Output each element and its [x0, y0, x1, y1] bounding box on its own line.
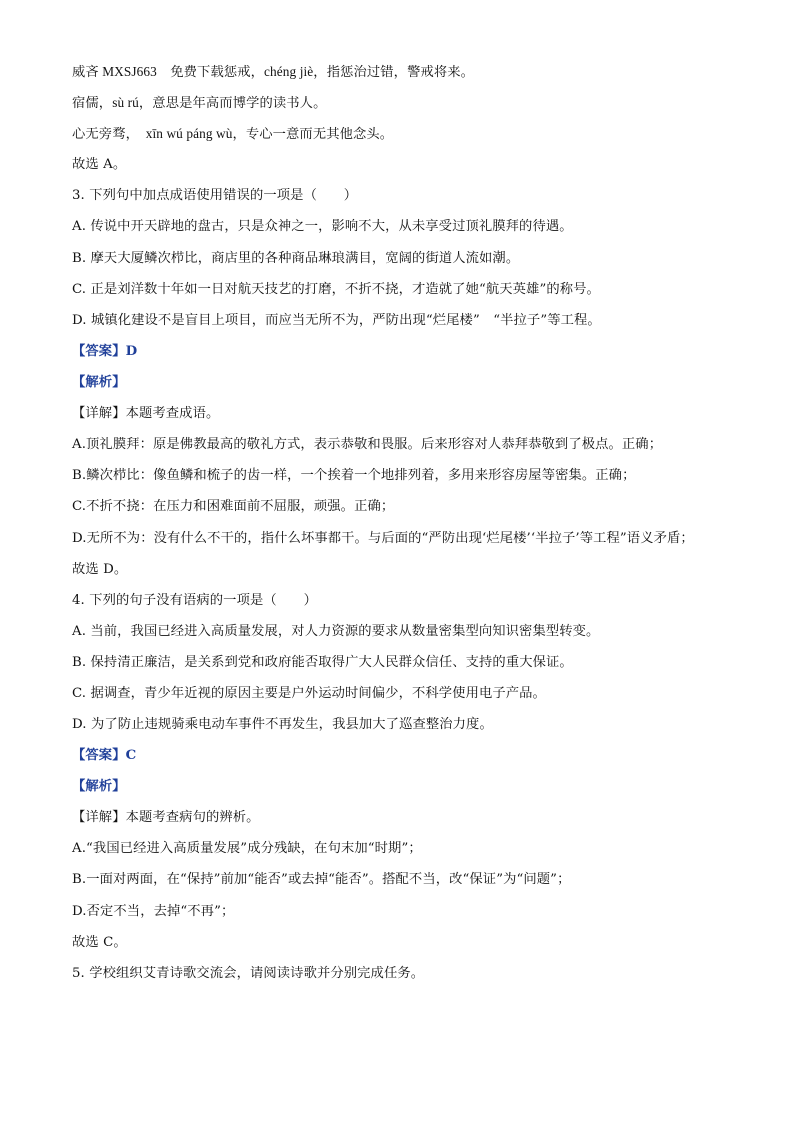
- question-4-choice: 故选 C。: [72, 934, 127, 950]
- question-5-stem: 5. 学校组织艾青诗歌交流会，请阅读诗歌并分别完成任务。: [72, 965, 425, 981]
- question-3-explain-c: C.不折不挠：在压力和困难面前不屈服，顽强。正确；: [72, 499, 395, 515]
- question-3-option-a: A. 传说中开天辟地的盘古，只是众神之一，影响不大，从未享受过顶礼膜拜的待遇。: [72, 219, 573, 235]
- q2-choice: 故选 A。: [72, 157, 127, 173]
- question-4-option-d: D. 为了防止违规骑乘电动车事件不再发生，我县加大了巡查整治力度。: [72, 716, 493, 732]
- question-4-detail-heading: 【详解】本题考查病句的辨析。: [72, 810, 260, 826]
- question-3-option-b: B. 摩天大厦鳞次栉比，商店里的各种商品琳琅满目，宽阔的街道人流如潮。: [72, 250, 520, 266]
- question-3-explain-a: A.顶礼膜拜：原是佛教最高的敬礼方式，表示恭敬和畏服。后来形容对人恭拜恭敬到了极点。正确；: [72, 437, 663, 453]
- question-3-detail-heading: 【详解】本题考查成语。: [72, 406, 220, 422]
- question-4-analysis-heading: 【解析】: [72, 779, 126, 795]
- question-3-explain-d: D.无所不为：没有什么不干的，指什么坏事都干。与后面的“严防出现‘烂尾楼’‘半拉子’等工程”语义矛盾；: [72, 530, 694, 546]
- question-3-explain-b: B.鳞次栉比：像鱼鳞和梳子的齿一样，一个挨着一个地排列着，多用来形容房屋等密集。正确；: [72, 468, 636, 484]
- question-4-explain-d: D.否定不当，去掉“不再”；: [72, 903, 235, 919]
- document-body: [72, 62, 722, 995]
- vocab-line-xinwupangwu: 心无旁骛， xīn wú páng wù，专心一意而无其他念头。: [72, 126, 394, 142]
- question-3-choice: 故选 D。: [72, 561, 128, 577]
- question-4-answer: 【答案】C: [72, 748, 137, 764]
- question-4-explain-b: B.一面对两面，在“保持”前加“能否”或去掉“能否”。搭配不当，改“保证”为“问题”；: [72, 872, 571, 888]
- question-4-explain-a: A.“我国已经进入高质量发展”成分残缺，在句末加“时期”；: [72, 841, 422, 857]
- question-3-option-c: C. 正是刘洋数十年如一日对航天技艺的打磨，不折不挠，才造就了她“航天英雄”的称号。: [72, 281, 600, 297]
- question-3-option-d: D. 城镇化建设不是盲目上项目，而应当无所不为，严防出现“烂尾楼” “半拉子”等工程。: [72, 312, 601, 328]
- vocab-line-chengjie: 威吝 MXSJ663 免费下载惩戒，chéng jiè，指惩治过错，警戒将来。: [72, 64, 475, 79]
- question-4-option-c: C. 据调查，青少年近视的原因主要是户外运动时间偏少，不科学使用电子产品。: [72, 685, 546, 701]
- question-3-stem: 3. 下列句中加点成语使用错误的一项是（ ）: [72, 188, 358, 204]
- question-3-answer: 【答案】D: [72, 343, 138, 359]
- question-4-option-a: A. 当前，我国已经进入高质量发展，对人力资源的要求从数量密集型向知识密集型转变。: [72, 623, 600, 639]
- vocab-line-suru: 宿儒，sù rú，意思是年高而博学的读书人。: [72, 95, 327, 111]
- question-3-analysis-heading: 【解析】: [72, 374, 126, 390]
- question-4-option-b: B. 保持清正廉洁，是关系到党和政府能否取得广大人民群众信任、支持的重大保证。: [72, 654, 573, 670]
- question-4-stem: 4. 下列的句子没有语病的一项是（ ）: [72, 592, 317, 608]
